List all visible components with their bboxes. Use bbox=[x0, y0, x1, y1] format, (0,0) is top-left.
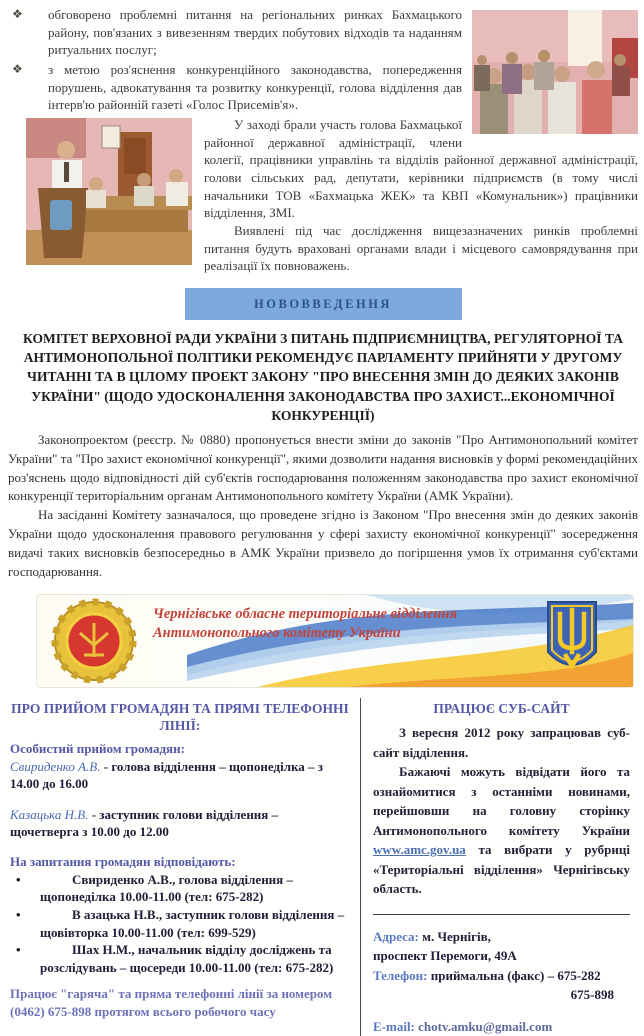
innovations-banner bbox=[185, 288, 462, 320]
email-label: E-mail: bbox=[373, 1018, 415, 1034]
address-line-2 bbox=[373, 946, 630, 966]
qa-item-text: Шах Н.М., начальник відділу досліджень та розслідувань – щосереди 10.00-11.00 (тел: 675-282) bbox=[40, 942, 334, 975]
reception-title: ПРО ПРИЙОМ ГРОМАДЯН ТА ПРЯМІ ТЕЛЕФОННІ ЛІНІЇ: bbox=[11, 700, 349, 734]
qa-list-item bbox=[10, 871, 350, 906]
qa-list-item bbox=[10, 941, 350, 976]
meeting-outcome-paragraph: Виявлені під час дослідження вищезазначених ринків проблемні питання будуть враховані органами влади і місцевого самоврядування при реалізації їх повноважень. bbox=[204, 223, 638, 274]
personal-reception-heading: Особистий прийом громадян: bbox=[10, 740, 185, 756]
meeting-participants-paragraph: У заході брали участь голова Бахмацької районної державної адміністрації, члени колегії, працівники управлінь та відділів районної державної адміністрації, голови сільських рад, депутати, керівники підприємств (в тому числі начальники ТОВ «Бахмацька ЖЕК» та КВП «Комунальник») працівники відділення, ЗМІ. bbox=[204, 117, 638, 221]
subsite-launch-paragraph: З вересня 2012 року запрацював суб-сайт відділення. bbox=[373, 725, 630, 760]
photo-speaker bbox=[26, 118, 192, 265]
qa-item-text: В азацька Н.В., заступник голови відділення – щовівторка 10.00-11.00 (тел: 699-529) bbox=[40, 906, 345, 940]
phone-label: Телефон: bbox=[373, 967, 428, 983]
org-title: Чернігівське обласне територіальне відділення Антимонопольного комітету України bbox=[153, 605, 457, 642]
bullet-item-interview bbox=[8, 61, 638, 114]
meeting-report-section bbox=[8, 6, 638, 275]
bullet-text: обговорено проблемні питання на регіональних ринках Бахмацького району, пов'язаних з вивезенням твердих побутових відходів та наданням ритуальних послуг; bbox=[48, 7, 462, 58]
qa-heading: На запитання громадян відповідають: bbox=[10, 853, 236, 869]
person-schedule: - заступник голови відділення – щочетверга з 10.00 до 12.00 bbox=[10, 806, 279, 840]
address-street: проспект Перемоги, 49А bbox=[373, 948, 517, 964]
law-paragraph-1: Законопроектом (реєстр. № 0880) пропонується внести зміни до законів "Про Антимонопольний комітет України" та "Про захист економічної конкуренції", якими дозволити надання висновків у формі рекомендаційних роз'яснень щодо відповідності дій суб'єктів господарювання положенням законодавства про захист економічної конкуренції територіальним органам Антимонопольного комітету України (АМК України). bbox=[8, 431, 638, 504]
subsite-info-paragraph bbox=[373, 762, 630, 899]
list-bullet-icon: • bbox=[16, 906, 21, 922]
law-heading: КОМІТЕТ ВЕРХОВНОЇ РАДИ УКРАЇНИ З ПИТАНЬ ПІДПРИЄМНИЦТВА, РЕГУЛЯТОРНОЇ ТА АНТИМОНОПОЛЬНОЇ ПОЛІТИКИ РЕКОМЕНДУЄ ПАРЛАМЕНТУ ПРИЙНЯТИ У ДРУГОМУ ЧИТАННІ ТА В ЦІЛОМУ ПРОЕКТ ЗАКОНУ "ПРО ВНЕСЕННЯ ЗМІН ДО ДЕЯКИХ ЗАКОНІВ УКРАЇНИ" (ЩОДО УДОСКОНАЛЕННЯ ЗАКОНОДАВСТВА ПРО ЗАХИСТ...ЕКОНОМІЧНОЇ КОНКУРЕНЦІЇ) bbox=[23, 331, 623, 423]
person-name: Свириденко А.В. bbox=[10, 758, 101, 774]
address-label: Адреса: bbox=[373, 928, 419, 944]
list-bullet-icon: • bbox=[16, 942, 21, 958]
trident-shield-icon bbox=[545, 600, 599, 684]
address-line-1 bbox=[373, 927, 630, 947]
subsite-text-after-link: та вибрати у рубриці «Територіальні відділення» Чернігівську область. bbox=[373, 842, 630, 897]
innovations-banner-label: НОВОВВЕДЕННЯ bbox=[254, 296, 392, 311]
bullet-item-waste-markets bbox=[8, 6, 638, 59]
list-bullet-icon: • bbox=[16, 871, 21, 887]
qa-list-item bbox=[10, 906, 350, 941]
reception-entry bbox=[10, 758, 350, 793]
bullet-text: з метою роз'яснення конкуренційного законодавства, попередження порушень, адвокатування та розвитку конкуренції, голова відділення дав інтерв'ю районній газеті «Голос Присемів'я». bbox=[48, 62, 462, 113]
email-value: chotv.amku@gmail.com bbox=[414, 1018, 553, 1034]
reception-column bbox=[8, 698, 360, 1036]
contact-divider bbox=[373, 914, 630, 915]
subsite-title: ПРАЦЮЄ СУБ-САЙТ bbox=[433, 700, 570, 716]
subsite-text-before-link: Бажаючі можуть відвідати його та ознайомитися з останніми новинами, перейшовши на головну сторінку Антимонопольного комітету України bbox=[373, 764, 630, 838]
hotline-note: Працює "гаряча" та пряма телефонні лінії за номером (0462) 675-898 протягом всього робочого часу bbox=[10, 986, 333, 1019]
phone-line-2 bbox=[373, 985, 630, 1005]
diamond-bullet-icon: ❖ bbox=[12, 62, 23, 77]
amcu-emblem-icon bbox=[51, 599, 137, 687]
diamond-bullet-icon: ❖ bbox=[12, 7, 23, 21]
address-city: м. Чернігів, bbox=[418, 928, 491, 944]
phone-number-1: приймальна (факс) – 675-282 bbox=[427, 967, 601, 983]
amcu-emblem-svg bbox=[51, 599, 137, 683]
person-schedule: - голова відділення – щопонеділка – з 14.00 до 16.00 bbox=[10, 758, 324, 792]
subsite-column bbox=[360, 698, 638, 1036]
amc-website-link[interactable]: www.amc.gov.ua bbox=[373, 842, 466, 858]
phone-number-2: 675-898 bbox=[570, 987, 614, 1003]
email-line bbox=[373, 1017, 630, 1036]
contact-columns bbox=[8, 698, 638, 1036]
org-banner bbox=[36, 594, 634, 688]
qa-item-text: Свириденко А.В., голова відділення – щопонеділка 10.00-11.00 (тел: 675-282) bbox=[40, 871, 293, 905]
person-name: Казацька Н.В. bbox=[10, 806, 89, 822]
law-paragraph-2: На засіданні Комітету зазначалося, що проведене згідно із Законом "Про внесення змін до деяких законів України щодо удосконалення правового регулювання у сфері захисту економічної конкуренції" зосередження видачі таких висновків безпосередньо в АМК України призвело до погіршення умов їх отримання суб'єктами господарювання. bbox=[8, 507, 638, 579]
phone-line-1 bbox=[373, 966, 630, 986]
trident-shield-svg bbox=[545, 600, 599, 680]
photo-speaker-image bbox=[26, 118, 192, 265]
reception-entry bbox=[10, 806, 350, 841]
